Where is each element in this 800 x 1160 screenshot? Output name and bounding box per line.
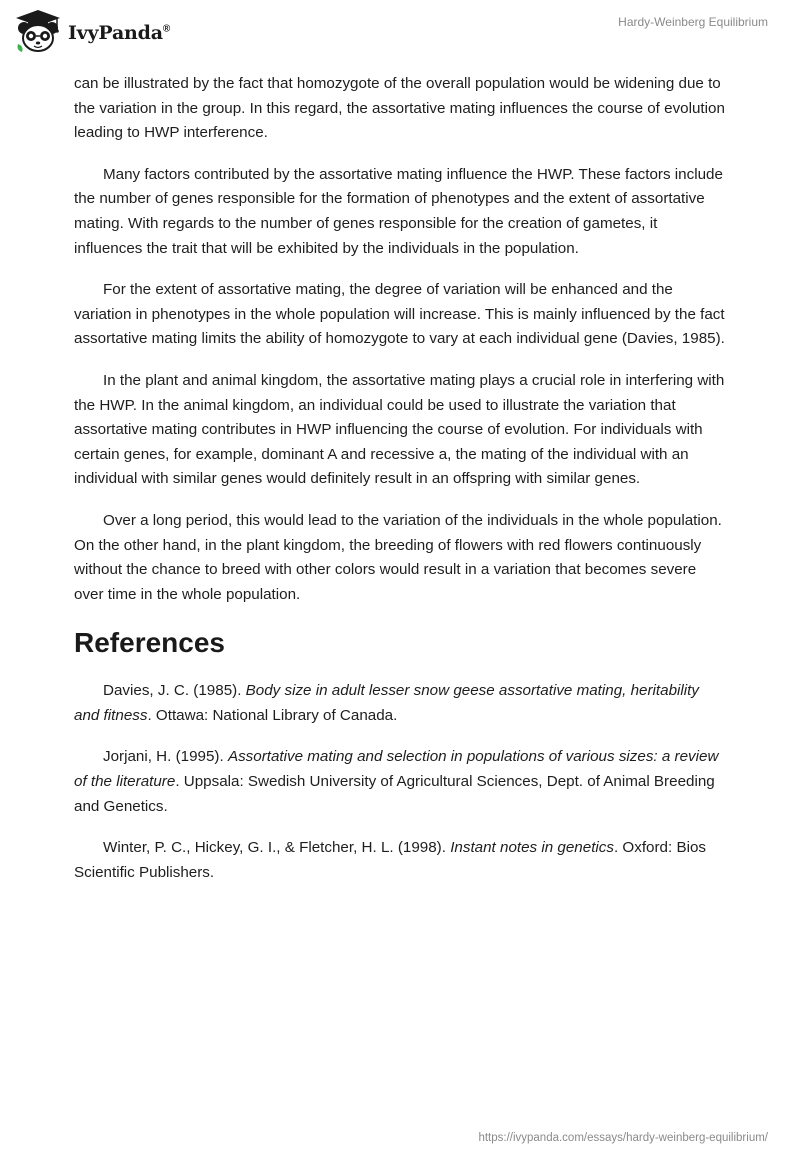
page-header [0, 0, 800, 70]
references-heading: References [74, 627, 225, 659]
ivypanda-logo[interactable] [14, 8, 170, 54]
logo-wordmark: IvyPanda® [68, 22, 171, 44]
document-title: Hardy-Weinberg Equilibrium [618, 15, 768, 29]
body-paragraph: Over a long period, this would lead to the variation of the individuals in the whole population. On the other hand, in the plant kingdom, the breeding of flowers with red flowers continuously without the chance to breed with other colors would result in a variation that becomes severe over time in the whole population. [74, 511, 722, 603]
reference-item [74, 679, 726, 728]
reference-title: Body size in adult lesser snow geese assortative mating, heritability and fitness [74, 682, 699, 724]
body-paragraph: Many factors contributed by the assortative mating influence the HWP. These factors include the number of genes responsible for the formation of phenotypes and the extent of assortative mating. With regards to the number of genes responsible for the creation of gametes, it influences the trait that will be exhibited by the individuals in the population. [74, 165, 723, 257]
essay-content [74, 72, 726, 902]
reference-authors: Davies, J. C. (1985). [103, 682, 246, 700]
reference-authors: Winter, P. C., Hickey, G. I., & Fletcher, H. L. (1998). [103, 839, 451, 857]
reference-title: Instant notes in genetics [450, 839, 614, 857]
reference-authors: Jorjani, H. (1995). [103, 748, 228, 766]
reference-title: Assortative mating and selection in populations of various sizes: a review of the literature [74, 748, 719, 791]
footer-url-link[interactable]: https://ivypanda.com/essays/hardy-weinberg-equilibrium/ [478, 1132, 768, 1144]
body-paragraph: can be illustrated by the fact that homozygote of the overall population would be widening due to the variation in the group. In this regard, the assortative mating influences the course of evolution leading to HWP interference. [74, 75, 725, 142]
body-paragraph: For the extent of assortative mating, the degree of variation will be enhanced and the variation in phenotypes in the whole population will increase. This is mainly influenced by the fact assortative mating limits the ability of homozygote to vary at each individual gene (Davies, 1985). [74, 281, 725, 348]
reference-item [74, 745, 726, 819]
panda-graduation-cap-icon [14, 8, 62, 54]
reference-publisher: . Uppsala: Swedish University of Agricultural Sciences, Dept. of Animal Breeding and Genetics. [74, 773, 715, 815]
reference-publisher: . Oxford: Bios Scientific Publishers. [74, 839, 706, 881]
reference-item [74, 836, 726, 885]
reference-publisher: . Ottawa: National Library of Canada. [147, 706, 398, 724]
body-paragraph: In the plant and animal kingdom, the assortative mating plays a crucial role in interfering with the HWP. In the animal kingdom, an individual could be used to illustrate the variation that assortative mating contributes in HWP influencing the course of evolution. For individuals with certain genes, for example, dominant A and recessive a, the mating of the individual with an individual with similar genes would definitely result in an offspring with similar genes. [74, 371, 725, 488]
